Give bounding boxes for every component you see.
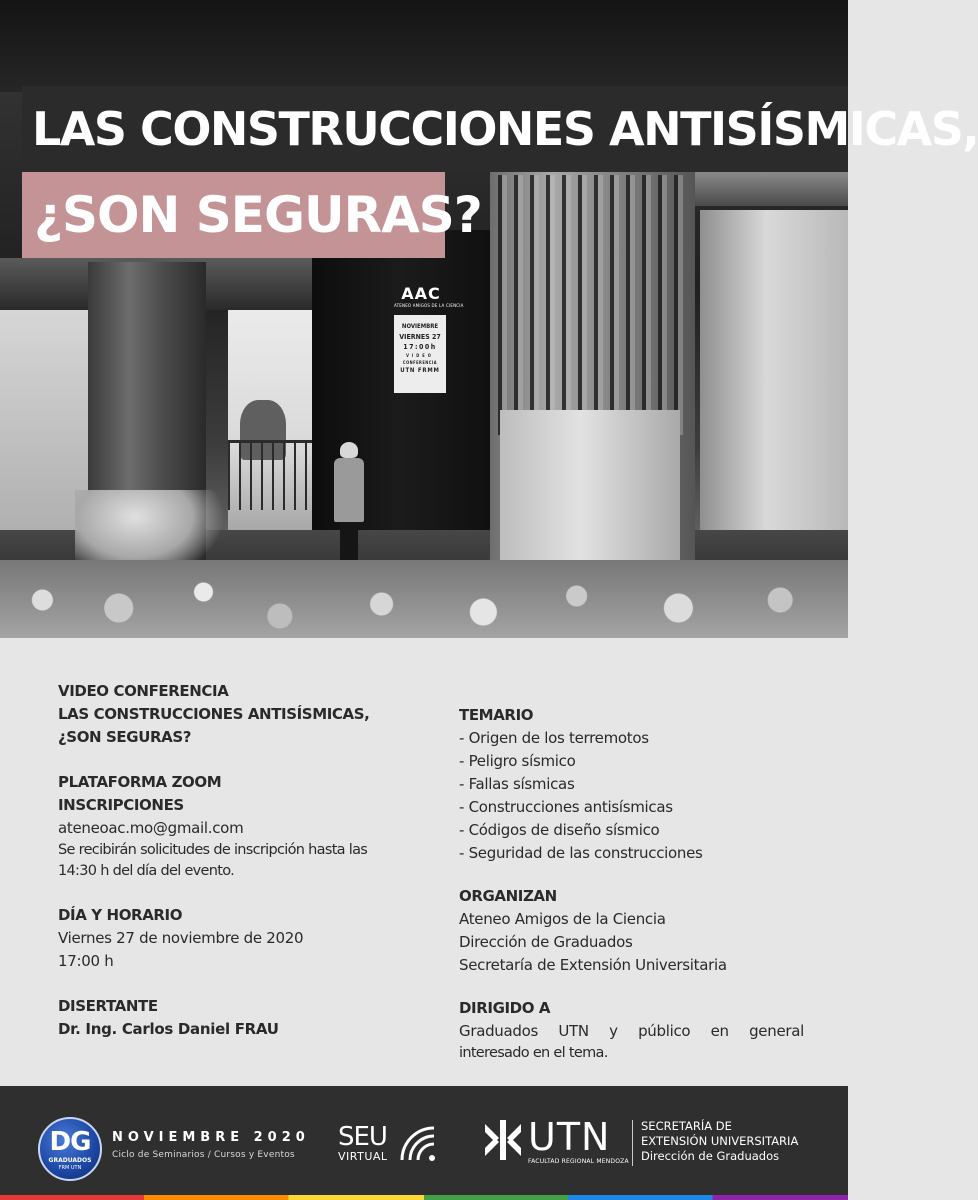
- speaker-name: Dr. Ing. Carlos Daniel FRAU: [58, 1020, 279, 1038]
- card-day: VIERNES 27: [399, 333, 441, 341]
- dg-graduados-logo: [38, 1117, 102, 1181]
- speaker-heading: DISERTANTE: [58, 997, 158, 1015]
- hero-beam-right: [680, 172, 848, 206]
- secretaria-block: [641, 1119, 798, 1164]
- topic-item: - Seguridad de las construcciones: [459, 844, 703, 862]
- event-heading-3: ¿SON SEGURAS?: [58, 728, 192, 746]
- card-video: VIDEO: [406, 353, 434, 358]
- secretaria-line-3: Dirección de Graduados: [641, 1149, 780, 1163]
- dg-logo-mark: DG: [49, 1127, 91, 1157]
- card-conference: CONFERENCIA: [402, 360, 438, 365]
- hero-slab: [0, 0, 848, 92]
- info-section: [0, 638, 848, 1086]
- registration-note-2: 14:30 h del día del evento.: [58, 863, 235, 879]
- footer-divider: [632, 1120, 633, 1166]
- aac-logo-sub: ATENEO AMIGOS DE LA CIENCIA: [394, 303, 464, 308]
- platform-heading: PLATAFORMA ZOOM: [58, 773, 222, 791]
- hero-fence: [228, 440, 312, 510]
- topic-item: - Peligro sísmico: [459, 752, 576, 770]
- audience-heading: DIRIGIDO A: [459, 999, 551, 1017]
- rainbow-stripe: [0, 1195, 848, 1200]
- footer-month: NOVIEMBRE 2020: [112, 1130, 310, 1145]
- event-date: Viernes 27 de noviembre de 2020: [58, 929, 304, 947]
- info-right-column: [459, 704, 804, 1064]
- utn-faculty: FACULTAD REGIONAL MENDOZA: [528, 1158, 629, 1165]
- card-time: 17:00h: [403, 343, 437, 351]
- seu-logo-text: SEU: [338, 1122, 387, 1152]
- organizer-item: Dirección de Graduados: [459, 933, 633, 951]
- audience-line-1: Graduados UTN y público en general: [459, 1022, 804, 1040]
- secretaria-line-2: EXTENSIÓN UNIVERSITARIA: [641, 1134, 799, 1148]
- seu-logo-sub: VIRTUAL: [338, 1150, 388, 1163]
- dg-logo-sub-2: FRM UTN: [58, 1165, 82, 1171]
- aac-logo-mark: AAC: [401, 284, 441, 303]
- audience-line-2: interesado en el tema.: [459, 1045, 608, 1061]
- title-line-1: LAS CONSTRUCCIONES ANTISÍSMICAS,: [22, 86, 848, 172]
- schedule-heading: DÍA Y HORARIO: [58, 906, 183, 924]
- registration-email: ateneoac.mo@gmail.com: [58, 819, 244, 837]
- card-org: UTN FRMM: [400, 367, 440, 374]
- topics-heading: TEMARIO: [459, 706, 534, 724]
- utn-word: UTN: [528, 1115, 611, 1159]
- topic-item: - Códigos de diseño sísmico: [459, 821, 660, 839]
- organizer-item: Secretaría de Extensión Universitaria: [459, 956, 727, 974]
- event-heading-1: VIDEO CONFERENCIA: [58, 682, 229, 700]
- event-heading-2: LAS CONSTRUCCIONES ANTISÍSMICAS,: [58, 705, 370, 723]
- registration-heading: INSCRIPCIONES: [58, 796, 184, 814]
- secretaria-line-1: SECRETARÍA DE: [641, 1119, 732, 1133]
- hero-wall: [700, 210, 848, 550]
- event-date-card: [394, 315, 446, 393]
- seu-virtual-logo: [338, 1124, 388, 1163]
- aac-logo: [394, 284, 464, 308]
- organizers-heading: ORGANIZAN: [459, 887, 557, 905]
- event-time: 17:00 h: [58, 952, 114, 970]
- topic-item: - Fallas sísmicas: [459, 775, 575, 793]
- wifi-arcs-icon: [398, 1124, 438, 1164]
- topic-item: - Construcciones antisísmicas: [459, 798, 673, 816]
- organizer-item: Ateneo Amigos de la Ciencia: [459, 910, 666, 928]
- dg-logo-sub-1: GRADUADOS: [48, 1157, 92, 1164]
- hero-rubble: [0, 560, 848, 640]
- info-left-column: [58, 680, 418, 1041]
- hero-rebar: [498, 175, 688, 435]
- footer-series: Ciclo de Seminarios / Cursos y Eventos: [112, 1150, 295, 1160]
- registration-note-1: Se recibirán solicitudes de inscripción hasta las: [58, 842, 368, 858]
- topic-item: - Origen de los terremotos: [459, 729, 649, 747]
- card-month: NOVIEMBRE: [401, 323, 439, 330]
- title-line-2: ¿SON SEGURAS?: [22, 172, 445, 258]
- utn-emblem-icon: [483, 1120, 523, 1160]
